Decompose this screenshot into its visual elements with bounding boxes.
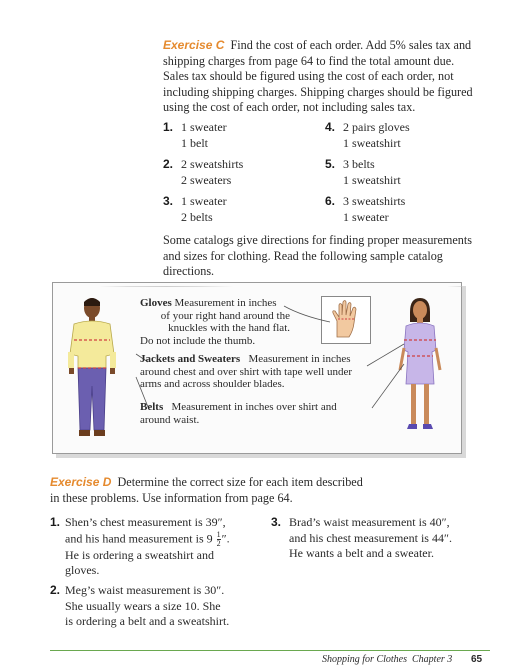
- problem-line: and his hand measurement is 9: [65, 530, 213, 545]
- problem-line: He wants a belt and a sweater.: [289, 546, 434, 560]
- jackets-description: [140, 353, 372, 391]
- fraction-tail: ″.: [221, 530, 230, 545]
- problem-number: 3.: [271, 515, 282, 529]
- order-number: 5.: [325, 157, 336, 171]
- exercise-d-paragraph: [50, 475, 480, 506]
- footer-rule: [50, 650, 490, 651]
- catalog-intro: [163, 233, 498, 280]
- exercise-d-line-2: in these problems. Use information from page 64.: [50, 490, 293, 505]
- order-number: 4.: [325, 120, 336, 134]
- order-item: 2 pairs gloves: [343, 120, 410, 134]
- exercise-d-line-1: Determine the correct size for each item described: [117, 475, 363, 489]
- exercise-c-line-1: Find the cost of each order. Add 5% sales tax and: [230, 38, 472, 52]
- exercise-c-line-2: shipping charges from page 64 to find the total amount due.: [163, 53, 455, 68]
- fraction: [217, 531, 221, 548]
- problem-line: Shen’s chest measurement is 39″,: [65, 515, 226, 529]
- belts-description: [140, 401, 372, 426]
- exercise-c-line-4: including shipping charges. Shipping charges should be figured: [163, 84, 473, 99]
- belts-line: Measurement in inches over shirt and: [171, 401, 337, 413]
- jackets-line: around chest and over shirt with tape well under: [140, 365, 352, 378]
- jackets-line: arms and across shoulder blades.: [140, 378, 285, 391]
- problem-line: Brad’s waist measurement is 40″,: [289, 515, 450, 529]
- order-item: 1 sweatshirt: [343, 135, 401, 150]
- catalog-intro-line: directions.: [163, 264, 215, 279]
- problem-number: 2.: [50, 583, 61, 597]
- jackets-title: Jackets and Sweaters: [140, 353, 241, 365]
- order-item: 1 sweater: [343, 209, 389, 224]
- order-number: 6.: [325, 194, 336, 208]
- catalog-intro-line: and sizes for clothing. Read the following sample catalog: [163, 248, 443, 263]
- gloves-line: of your right hand around the: [160, 309, 290, 322]
- gloves-line: Do not include the thumb.: [140, 334, 256, 347]
- gloves-title: Gloves: [140, 297, 172, 309]
- problem-number: 1.: [50, 515, 61, 529]
- order-item: 2 sweaters: [181, 172, 232, 187]
- catalog-intro-line: Some catalogs give directions for finding proper measurements: [163, 233, 473, 247]
- problem-line: is ordering a belt and a sweatshirt.: [65, 614, 230, 628]
- belts-line: around waist.: [140, 413, 200, 426]
- order-item: 2 belts: [181, 209, 213, 224]
- order-item: 1 belt: [181, 135, 208, 150]
- gloves-line: Measurement in inches: [174, 297, 277, 309]
- jackets-line: Measurement in inches: [248, 353, 351, 365]
- order-number: 3.: [163, 194, 174, 208]
- problem-line: She usually wears a size 10. She: [65, 598, 221, 613]
- exercise-c-label: Exercise C: [163, 38, 225, 52]
- problem-line: Meg’s waist measurement is 30″.: [65, 583, 225, 597]
- order-item: 1 sweatshirt: [343, 172, 401, 187]
- exercise-d-label: Exercise D: [50, 475, 112, 489]
- order-item: 1 sweater: [181, 120, 227, 134]
- gloves-description: [140, 297, 290, 347]
- gloves-line: knuckles with the hand flat.: [168, 322, 290, 335]
- exercise-c-line-5: using the cost of each order, not including sales tax.: [163, 100, 416, 115]
- problem-line: gloves.: [65, 563, 100, 577]
- fraction-numerator: 1: [216, 529, 221, 539]
- footer-running-head: Shopping for Clothes Chapter 3: [322, 654, 453, 665]
- order-item: 3 sweatshirts: [343, 194, 406, 208]
- order-number: 2.: [163, 157, 174, 171]
- fraction-denominator: 2: [216, 538, 221, 548]
- exercise-c-line-3: Sales tax should be figured using the cost of each order, not: [163, 69, 454, 84]
- exercise-c-paragraph: [163, 38, 493, 116]
- order-item: 2 sweatshirts: [181, 157, 244, 171]
- problem-line: He is ordering a sweatshirt and: [65, 547, 214, 562]
- page-number: 65: [471, 654, 483, 665]
- order-item: 1 sweater: [181, 194, 227, 208]
- belts-title: Belts: [140, 401, 164, 413]
- problem-line: and his chest measurement is 44″.: [289, 530, 452, 545]
- order-item: 3 belts: [343, 157, 375, 171]
- order-number: 1.: [163, 120, 174, 134]
